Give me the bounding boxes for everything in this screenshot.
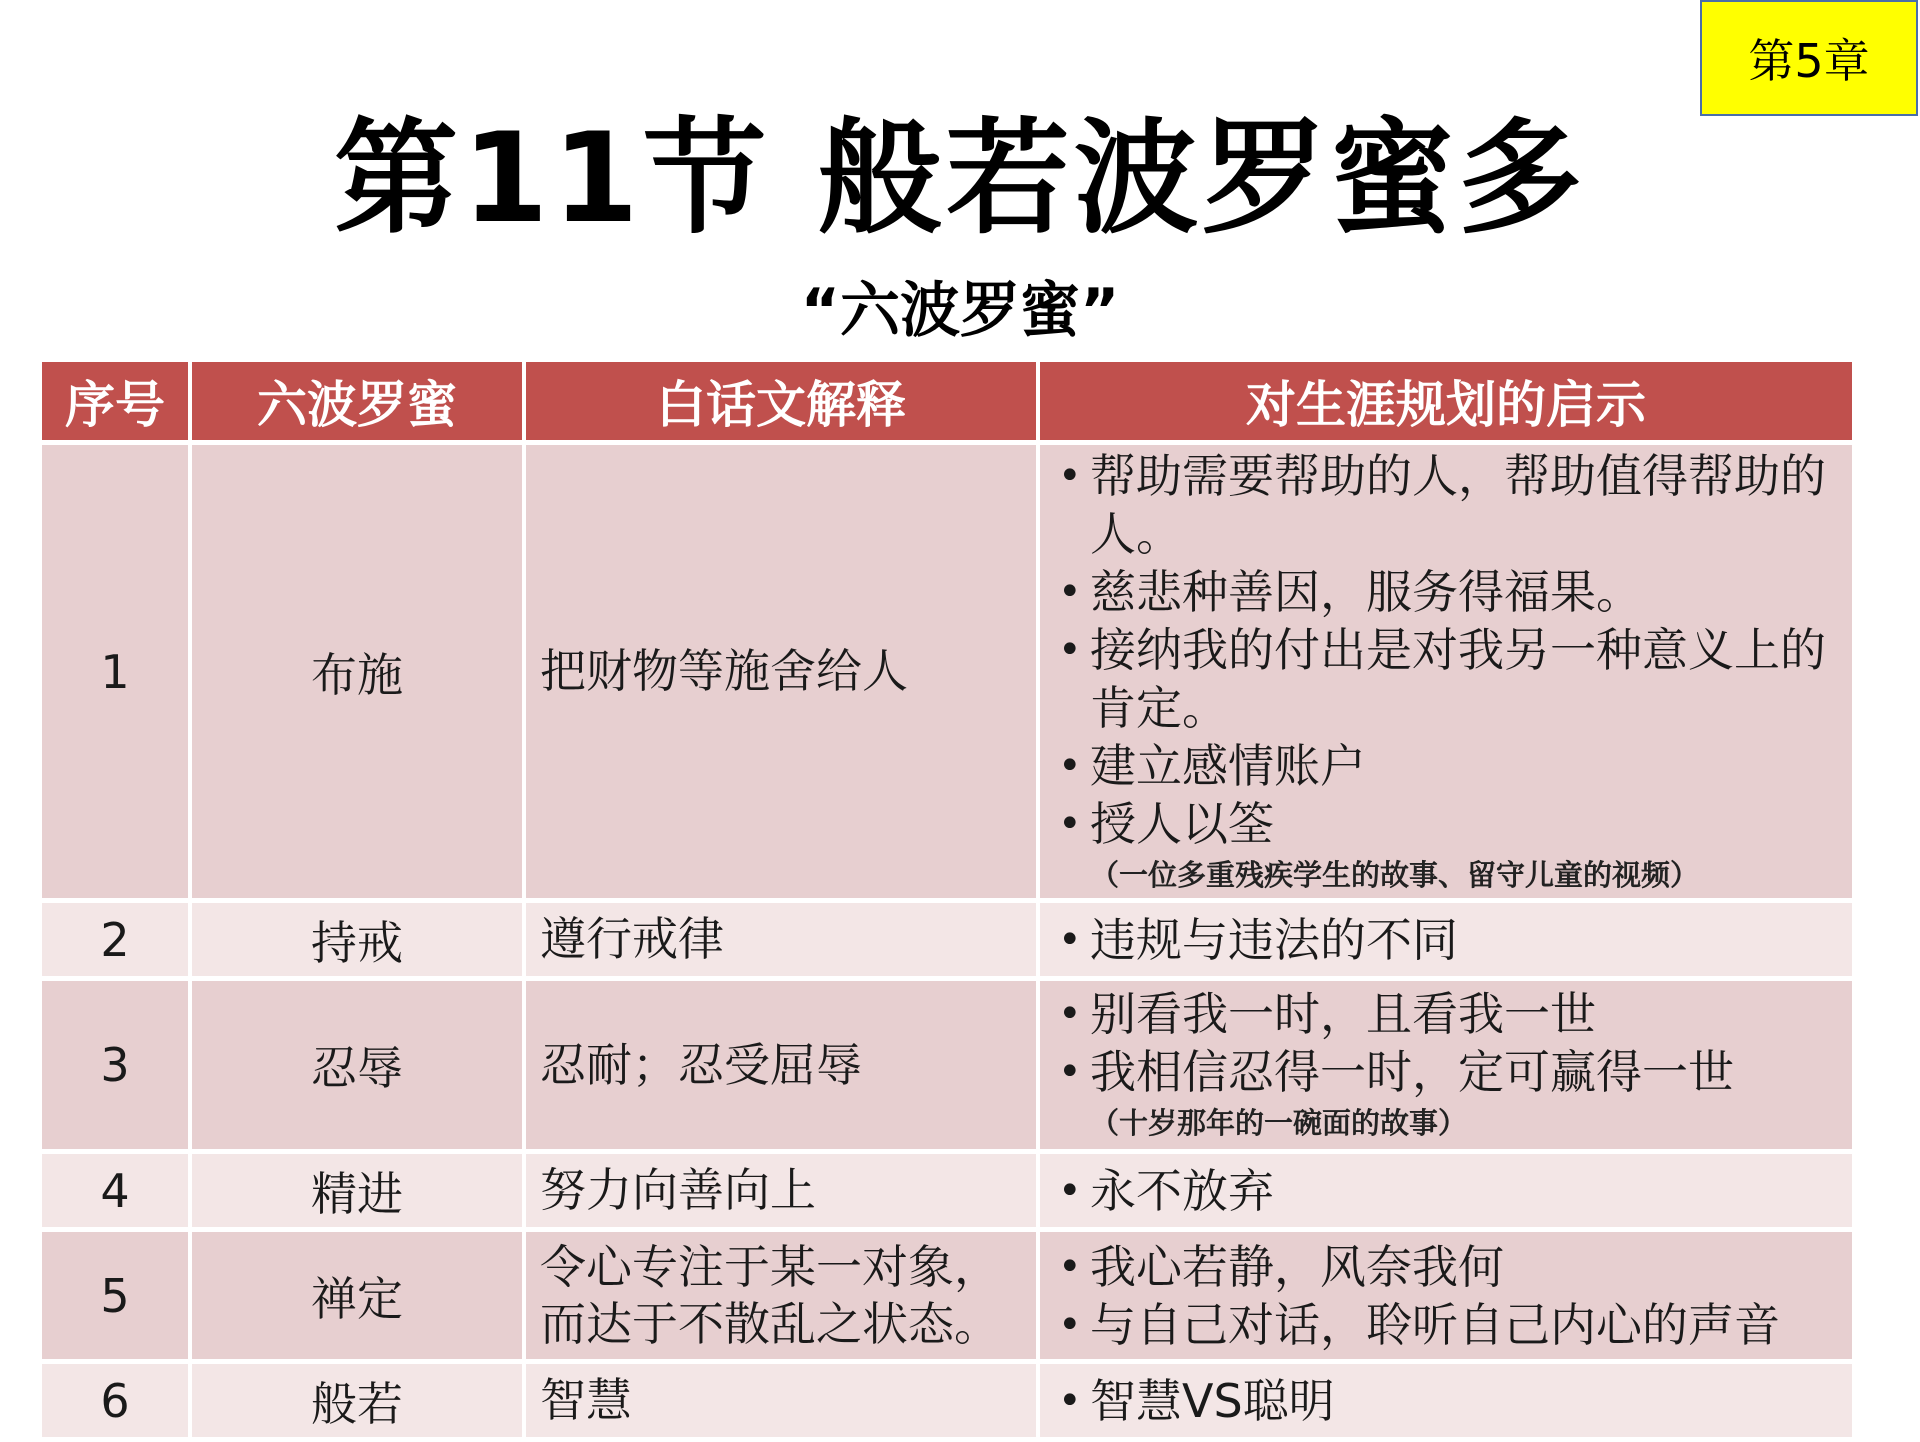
table-row [42,445,1852,898]
insight-item: • 帮助需要帮助的人，帮助值得帮助的人。 [1054,447,1838,563]
row-explanation: 把财物等施舍给人 [526,445,1036,898]
row-paramita: 布施 [192,445,522,898]
row-number: 4 [42,1154,188,1227]
insight-item: • 智慧VS聪明 [1054,1372,1838,1430]
row-paramita: 般若 [192,1364,522,1437]
row-explanation: 忍耐；忍受屈辱 [526,981,1036,1149]
table-row [42,1364,1852,1437]
subtitle: “六波罗蜜” [800,276,1120,346]
row-number: 3 [42,981,188,1149]
header-number: 序号 [42,362,188,440]
row-explanation: 遵行戒律 [526,903,1036,976]
row-explanation: 智慧 [526,1364,1036,1437]
table-row [42,1232,1852,1359]
row-number: 2 [42,903,188,976]
chapter-badge: 第5章 [1700,0,1918,116]
row-explanation: 令心专注于某一对象，而达于不散乱之状态。 [526,1232,1036,1359]
insight-item: • 我相信忍得一时，定可赢得一世 [1054,1043,1838,1101]
row-insights [1040,1364,1852,1437]
row-insights [1040,981,1852,1149]
insight-note: （十岁那年的一碗面的故事） [1090,1106,1468,1140]
header-explanation: 白话文解释 [526,362,1036,440]
insight-item: • 我心若静，风奈我何 [1054,1238,1838,1296]
table-header-row [42,362,1852,440]
table-row [42,1154,1852,1227]
row-insights [1040,1154,1852,1227]
header-career-insight: 对生涯规划的启示 [1040,362,1852,440]
insight-item: • 别看我一时，且看我一世 [1054,985,1838,1043]
row-number: 6 [42,1364,188,1437]
insight-item: • 接纳我的付出是对我另一种意义上的肯定。 [1054,621,1838,737]
row-explanation: 努力向善向上 [526,1154,1036,1227]
row-paramita: 忍辱 [192,981,522,1149]
row-paramita: 精进 [192,1154,522,1227]
paramita-table [38,357,1856,1442]
row-paramita: 禅定 [192,1232,522,1359]
insight-item: • 永不放弃 [1054,1162,1838,1220]
page-title: 第11节 般若波罗蜜多 [334,107,1586,251]
insight-item: • 授人以筌 [1054,795,1838,853]
row-insights [1040,445,1852,898]
insight-item: • 违规与违法的不同 [1054,911,1838,969]
insight-item: • 与自己对话，聆听自己内心的声音 [1054,1296,1838,1354]
table-row [42,903,1852,976]
insight-item: • 慈悲种善因，服务得福果。 [1054,563,1838,621]
row-insights [1040,903,1852,976]
row-paramita: 持戒 [192,903,522,976]
row-number: 5 [42,1232,188,1359]
table-row [42,981,1852,1149]
header-paramita: 六波罗蜜 [192,362,522,440]
row-number: 1 [42,445,188,898]
insight-note: （一位多重残疾学生的故事、留守儿童的视频） [1090,857,1700,892]
insight-item: • 建立感情账户 [1054,737,1838,795]
row-insights [1040,1232,1852,1359]
